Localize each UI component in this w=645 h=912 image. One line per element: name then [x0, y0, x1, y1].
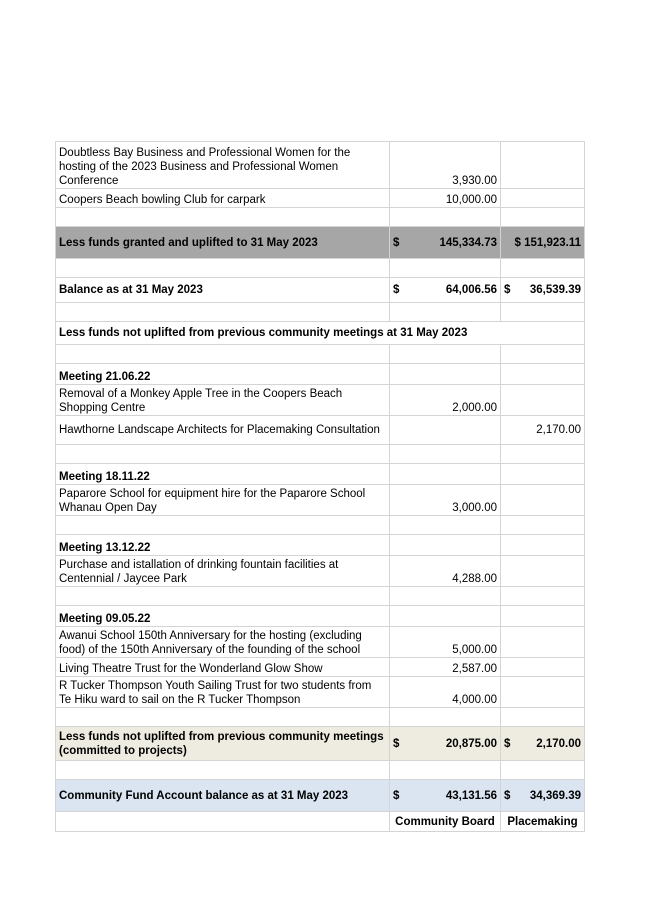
community-board-amount: 10,000.00	[390, 189, 501, 208]
item-description: Paparore School for equipment hire for the Paparore School Whanau Open Day	[56, 485, 390, 516]
currency-symbol: $	[393, 284, 400, 296]
committed-placemaking	[501, 727, 585, 761]
empty-row	[56, 345, 585, 364]
currency-symbol: $	[504, 284, 511, 296]
table-row	[56, 556, 585, 587]
column-header-community-board: Community Board	[390, 812, 501, 832]
empty-row	[56, 516, 585, 535]
community-board-amount	[390, 416, 501, 445]
item-description: Removal of a Monkey Apple Tree in the Coopers Beach Shopping Centre	[56, 385, 390, 416]
item-description: Coopers Beach bowling Club for carpark	[56, 189, 390, 208]
empty-row	[56, 761, 585, 780]
meeting-title: Meeting 09.05.22	[56, 606, 390, 627]
amount: 64,006.56	[445, 284, 497, 296]
community-board-amount: 3,000.00	[390, 485, 501, 516]
granted-community-board	[390, 227, 501, 259]
funds-table	[55, 141, 585, 832]
column-header-row	[56, 812, 585, 832]
empty-row	[56, 445, 585, 464]
fund-balance-community-board	[390, 780, 501, 812]
meeting-title: Meeting 18.11.22	[56, 464, 390, 485]
granted-row	[56, 227, 585, 259]
placemaking-amount	[501, 189, 585, 208]
balance-row	[56, 278, 585, 303]
not-uplifted-heading-row	[56, 322, 585, 345]
fund-balance-placemaking	[501, 780, 585, 812]
table-row	[56, 142, 585, 189]
balance-community-board	[390, 278, 501, 303]
currency-symbol: $	[504, 789, 511, 802]
empty-row	[56, 303, 585, 322]
granted-label: Less funds granted and uplifted to 31 May 2023	[56, 227, 390, 259]
fund-balance-row	[56, 780, 585, 812]
amount: 145,334.73	[439, 236, 497, 249]
amount: 2,170.00	[536, 737, 581, 750]
item-description: Hawthorne Landscape Architects for Placemaking Consultation	[56, 416, 390, 445]
meeting-title-row	[56, 364, 585, 385]
item-description: Awanui School 150th Anniversary for the hosting (excluding food) of the 150th Anniversary of the founding of the school	[56, 627, 390, 658]
empty-row	[56, 587, 585, 606]
item-description: Purchase and istallation of drinking fountain facilities at Centennial / Jaycee Park	[56, 556, 390, 587]
table-row	[56, 189, 585, 208]
column-header-placemaking: Placemaking	[501, 812, 585, 832]
balance-placemaking	[501, 278, 585, 303]
amount: 20,875.00	[445, 737, 497, 750]
community-board-amount: 4,000.00	[390, 677, 501, 708]
community-board-amount: 2,000.00	[390, 385, 501, 416]
empty-row	[56, 708, 585, 727]
placemaking-amount	[501, 142, 585, 189]
currency-symbol: $	[393, 737, 400, 750]
amount: 34,369.39	[529, 789, 581, 802]
placemaking-amount	[501, 385, 585, 416]
committed-community-board	[390, 727, 501, 761]
item-description: Living Theatre Trust for the Wonderland Glow Show	[56, 658, 390, 677]
table-row	[56, 485, 585, 516]
committed-label: Less funds not uplifted from previous community meetings (committed to projects)	[56, 727, 390, 761]
meeting-title-row	[56, 535, 585, 556]
placemaking-amount	[501, 627, 585, 658]
community-board-amount: 3,930.00	[390, 142, 501, 189]
meeting-title-row	[56, 606, 585, 627]
amount: 43,131.56	[445, 789, 497, 802]
table-row	[56, 416, 585, 445]
currency-symbol: $	[393, 236, 400, 249]
not-uplifted-heading: Less funds not uplifted from previous community meetings at 31 May 2023	[56, 322, 585, 345]
currency-symbol: $	[504, 737, 511, 750]
meeting-title: Meeting 13.12.22	[56, 535, 390, 556]
community-board-amount: 5,000.00	[390, 627, 501, 658]
empty-row	[56, 259, 585, 278]
placemaking-amount	[501, 556, 585, 587]
placemaking-amount	[501, 677, 585, 708]
currency-symbol: $	[393, 789, 400, 802]
fund-balance-label: Community Fund Account balance as at 31 May 2023	[56, 780, 390, 812]
placemaking-amount: 2,170.00	[501, 416, 585, 445]
community-board-amount: 4,288.00	[390, 556, 501, 587]
committed-row	[56, 727, 585, 761]
balance-label: Balance as at 31 May 2023	[56, 278, 390, 303]
table-row	[56, 658, 585, 677]
granted-placemaking: $ 151,923.11	[501, 227, 585, 259]
table-row	[56, 677, 585, 708]
community-board-amount: 2,587.00	[390, 658, 501, 677]
table-row	[56, 385, 585, 416]
empty-row	[56, 208, 585, 227]
item-description: Doubtless Bay Business and Professional Women for the hosting of the 2023 Business and Professional Women Conference	[56, 142, 390, 189]
item-description: R Tucker Thompson Youth Sailing Trust for two students from Te Hiku ward to sail on the R Tucker Thompson	[56, 677, 390, 708]
placemaking-amount	[501, 485, 585, 516]
table-row	[56, 627, 585, 658]
meeting-title-row	[56, 464, 585, 485]
meeting-title: Meeting 21.06.22	[56, 364, 390, 385]
amount: 36,539.39	[529, 284, 581, 296]
placemaking-amount	[501, 658, 585, 677]
